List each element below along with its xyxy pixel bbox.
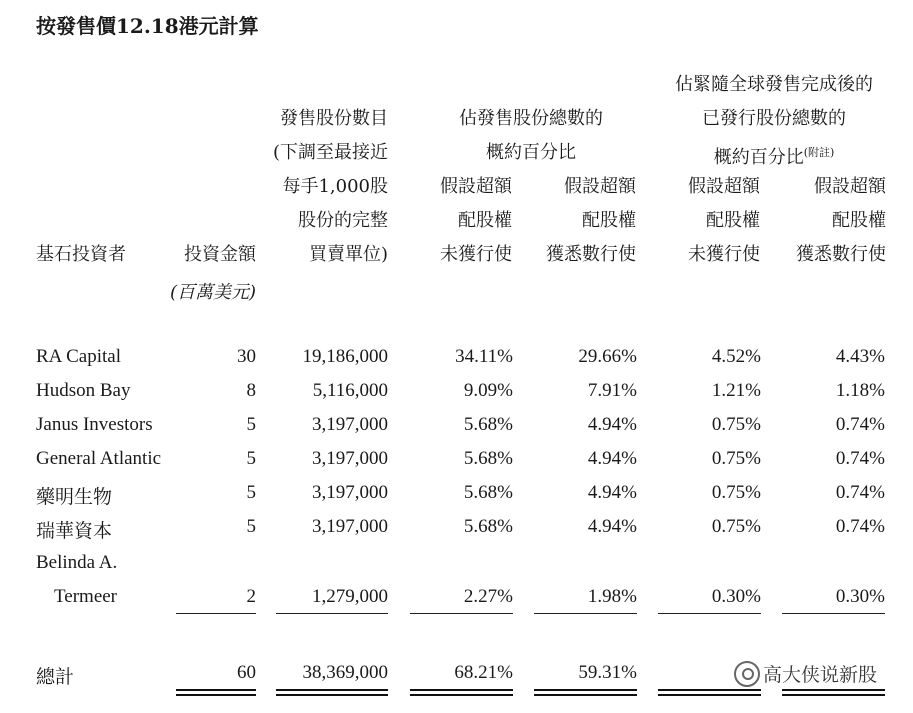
p2-double-rule-top <box>534 689 637 691</box>
cell-p4: 0.74% <box>835 516 885 537</box>
cell-p2: 4.94% <box>587 414 637 435</box>
p2-header-line3: 獲悉數行使 <box>546 244 636 265</box>
p3-double-rule-top <box>658 689 761 691</box>
pct-total-title-line2: 已發行股份總數的 <box>702 108 846 129</box>
p4-double-rule-top <box>782 689 885 691</box>
p1-rule <box>410 613 513 614</box>
investor-header: 基石投資者 <box>36 244 126 265</box>
cell-p3: 0.75% <box>711 482 761 503</box>
cell-p3: 1.21% <box>711 380 761 401</box>
p3-double-rule-bottom <box>658 694 761 696</box>
cell-p2: 29.66% <box>578 346 637 367</box>
pct-total-title-line3: 概約百分比$^{(附註)}$ <box>713 146 835 168</box>
cell-p3: 0.75% <box>711 448 761 469</box>
cell-shares: 5,116,000 <box>312 380 388 401</box>
p3-header-line1: 假設超額 <box>688 176 760 197</box>
total-shares: 38,369,000 <box>302 662 388 683</box>
cell-p4: 1.18% <box>835 380 885 401</box>
cell-shares: 19,186,000 <box>302 346 388 367</box>
investor-name: RA Capital <box>36 346 121 367</box>
shares-rule <box>276 613 388 614</box>
p3-header <box>660 170 760 272</box>
amount-rule <box>176 613 256 614</box>
shares-double-rule-bottom <box>276 694 388 696</box>
shares-header-line5: 買賣單位) <box>308 244 388 265</box>
p1-header-line3: 未獲行使 <box>440 244 512 265</box>
cell-p4: 0.30% <box>835 586 885 607</box>
cell-p3: 0.75% <box>711 516 761 537</box>
cell-shares: 1,279,000 <box>312 586 388 607</box>
shares-header <box>262 102 388 272</box>
cell-p3: 0.30% <box>711 586 761 607</box>
pct-offer-header <box>425 102 637 170</box>
p2-header-line2: 配股權 <box>582 210 636 231</box>
shares-header-line4: 股份的完整 <box>298 210 388 231</box>
investor-name: General Atlantic <box>36 448 162 469</box>
cell-p1: 5.68% <box>463 516 513 537</box>
p2-rule <box>534 613 637 614</box>
p4-header-line3: 獲悉數行使 <box>796 244 886 265</box>
pct-total-header <box>660 68 888 175</box>
p2-header-line1: 假設超額 <box>564 176 636 197</box>
investor-name-line2: Termeer <box>54 586 118 607</box>
investor-name: 藥明生物 <box>36 487 113 508</box>
cell-p2: 4.94% <box>587 516 637 537</box>
p4-header <box>780 170 886 272</box>
cell-p2: 7.91% <box>587 380 637 401</box>
cell-p3: 4.52% <box>711 346 761 367</box>
p1-header-line2: 配股權 <box>458 210 512 231</box>
p1-header-line1: 假設超額 <box>440 176 512 197</box>
p3-header-line3: 未獲行使 <box>688 244 760 265</box>
p3-header-line2: 配股權 <box>706 210 760 231</box>
cell-p2: 4.94% <box>587 482 637 503</box>
shares-header-line1: 發售股份數目 <box>280 108 388 129</box>
page-title: 按發售價12.18港元計算 <box>36 14 259 38</box>
cell-shares: 3,197,000 <box>312 516 388 537</box>
wechat-icon <box>734 661 760 687</box>
total-p2: 59.31% <box>578 662 637 683</box>
cell-p1: 34.11% <box>455 346 513 367</box>
p4-header-line1: 假設超額 <box>814 176 886 197</box>
investor-name: Hudson Bay <box>36 380 131 401</box>
cell-p1: 5.68% <box>463 414 513 435</box>
shares-double-rule-top <box>276 689 388 691</box>
amount-double-rule-top <box>176 689 256 691</box>
cell-p1: 5.68% <box>463 482 513 503</box>
pct-offer-title-line1: 佔發售股份總數的 <box>459 108 603 129</box>
p3-rule <box>658 613 761 614</box>
cell-amount: 5 <box>246 448 256 469</box>
shares-header-line2: (下調至最接近 <box>272 142 388 163</box>
cell-p1: 2.27% <box>463 586 513 607</box>
cell-amount: 5 <box>246 482 256 503</box>
p2-double-rule-bottom <box>534 694 637 696</box>
p1-header <box>420 170 512 272</box>
total-amount: 60 <box>237 662 256 683</box>
cell-p1: 5.68% <box>463 448 513 469</box>
pct-offer-title-line2: 概約百分比 <box>486 142 576 163</box>
cell-shares: 3,197,000 <box>312 448 388 469</box>
shares-header-line3: 每手1,000股 <box>282 176 388 197</box>
cell-amount: 5 <box>246 516 256 537</box>
pct-total-title-line1: 佔緊隨全球發售完成後的 <box>675 74 873 95</box>
cell-amount: 8 <box>246 380 256 401</box>
note-ref: (附註) <box>803 146 835 159</box>
p1-double-rule-top <box>410 689 513 691</box>
watermark <box>734 660 877 687</box>
cell-p3: 0.75% <box>711 414 761 435</box>
cell-shares: 3,197,000 <box>312 482 388 503</box>
p1-double-rule-bottom <box>410 694 513 696</box>
p4-header-line2: 配股權 <box>832 210 886 231</box>
amount-header: 投資金額 <box>184 244 256 265</box>
amount-unit: (百萬美元) <box>169 282 256 303</box>
watermark-text: 高大侠说新股 <box>762 664 877 686</box>
cell-p4: 4.43% <box>835 346 885 367</box>
p4-double-rule-bottom <box>782 694 885 696</box>
p4-rule <box>782 613 885 614</box>
total-p1: 68.21% <box>454 662 513 683</box>
cell-amount: 5 <box>246 414 256 435</box>
p2-header <box>530 170 636 272</box>
investor-name: Janus Investors <box>36 414 153 435</box>
investor-name: Belinda A. <box>36 552 118 573</box>
cell-p4: 0.74% <box>835 414 885 435</box>
cell-p4: 0.74% <box>835 448 885 469</box>
cell-p4: 0.74% <box>835 482 885 503</box>
total-label: 總計 <box>36 667 75 688</box>
cell-amount: 30 <box>237 346 256 367</box>
cell-amount: 2 <box>246 586 256 607</box>
cell-shares: 3,197,000 <box>312 414 388 435</box>
cell-p2: 1.98% <box>587 586 637 607</box>
cell-p2: 4.94% <box>587 448 637 469</box>
amount-double-rule-bottom <box>176 694 256 696</box>
investor-name: 瑞華資本 <box>36 521 113 542</box>
cell-p1: 9.09% <box>463 380 513 401</box>
